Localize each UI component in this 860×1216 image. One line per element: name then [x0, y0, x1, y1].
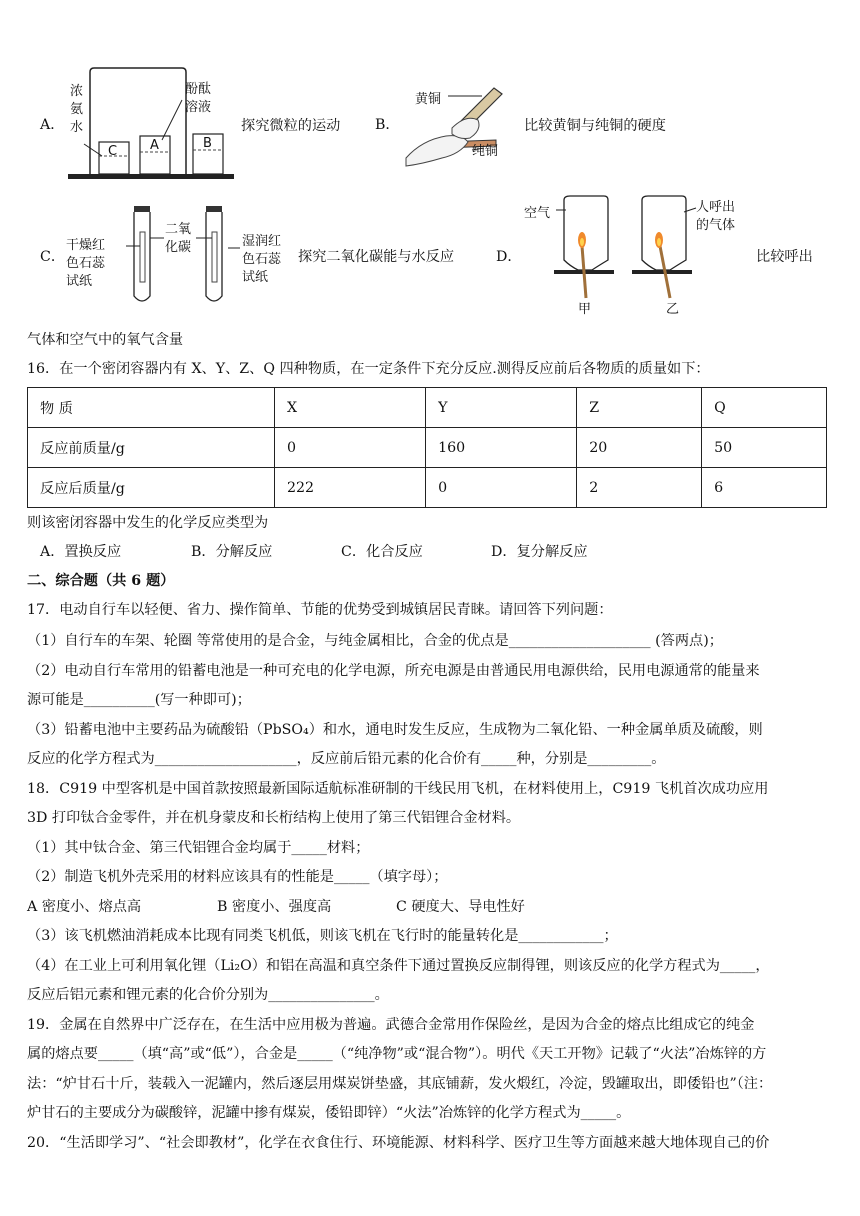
label-wet-litmus-1: 湿润红: [242, 234, 282, 249]
table-cell: 2: [577, 468, 702, 508]
q19-line2: 属的熔点要_____（填“高”或“低”），合金是_____（“纯净物”或“混合物”）。明代《天工开物》记载了“火法”冶炼锌的方: [27, 1046, 767, 1062]
beaker-b-label: B: [203, 136, 212, 151]
table-cell: 0: [275, 428, 426, 468]
q18-part4-line1: （4）在工业上可利用氧化锂（Li₂O）和铝在高温和真空条件下通过置换反应制得锂，则该反应的化学方程式为_____，: [27, 958, 770, 974]
table-cell: 反应前质量/g: [28, 428, 275, 468]
label-yi: 乙: [666, 302, 680, 317]
label-dry-litmus-2: 色石蕊: [66, 256, 106, 271]
q16-question: 则该密闭容器中发生的化学反应类型为: [27, 515, 269, 531]
label-wet-litmus-3: 试纸: [242, 270, 269, 285]
q18-option-a: A 密度小、熔点高: [27, 899, 142, 915]
q18-part4-line2: 反应后铝元素和锂元素的化合价分别为_______________。: [27, 987, 389, 1003]
label-phenolphthalein: 酚酞: [185, 82, 212, 97]
q18-stem-line2: 3D 打印钛合金零件，并在机身蒙皮和长桁结构上使用了第三代铝锂合金材料。: [27, 810, 521, 826]
table-cell: Z: [577, 388, 702, 428]
table-cell: 50: [702, 428, 827, 468]
label-wet-litmus-2: 色石蕊: [242, 252, 282, 267]
q16-option-d: D．复分解反应: [491, 544, 588, 560]
q17-part2-line1: （2）电动自行车常用的铅蓄电池是一种可充电的化学电源，所充电源是由普通民用电源供给，民用电源通常的能量来: [27, 663, 760, 679]
q18-stem-line1: 18．C919 中型客机是中国首款按照最新国际适航标准研制的干线民用飞机，在材料使用上，C919 飞机首次成功应用: [27, 781, 769, 797]
q19-line4: 炉甘石的主要成分为碳酸锌，泥罐中掺有煤炭，倭铅即锌）“火法”冶炼锌的化学方程式为_____。: [27, 1105, 631, 1121]
q18-option-c: C 硬度大、导电性好: [396, 899, 525, 915]
q17-part3-line1: （3）铅蓄电池中主要药品为硫酸铅（PbSO₄）和水，通电时发生反应，生成物为二氧化铅、一种金属单质及硫酸，则: [27, 722, 763, 738]
label-dry-litmus-3: 试纸: [66, 274, 93, 289]
mass-table: [27, 387, 827, 508]
hardness-scratch-diagram: [402, 84, 520, 170]
q20-line1: 20．“生活即学习”、“社会即教材”，化学在衣食住行、环境能源、材料科学、医疗卫生等方面越来越大地体现自己的价: [27, 1135, 770, 1151]
q16-option-a: A．置换反应: [40, 544, 122, 560]
label-dry-litmus-1: 干燥红: [66, 238, 106, 253]
option-d-caption-part1: 比较呼出: [756, 249, 813, 265]
option-b-letter: B．: [375, 117, 400, 133]
option-c-letter: C．: [40, 249, 66, 265]
q17-part3-line2: 反应的化学方程式为____________________，反应前后铅元素的化合价有_____种，分别是_________。: [27, 751, 666, 767]
table-cell: 物 质: [28, 388, 275, 428]
label-solution: 溶液: [185, 100, 212, 115]
table-cell: 6: [702, 468, 827, 508]
q18-part2: （2）制造飞机外壳采用的材料应该具有的性能是_____（填字母）；: [27, 869, 448, 885]
q17-stem: 17．电动自行车以轻便、省力、操作简单、节能的优势受到城镇居民青睐。请回答下列问题：: [27, 602, 613, 618]
table-row: [28, 468, 827, 508]
table-cell: 0: [426, 468, 577, 508]
label-concentrated: 浓: [70, 84, 84, 99]
table-row: [28, 428, 827, 468]
table-cell: 反应后质量/g: [28, 468, 275, 508]
option-c-caption: 探究二氧化碳能与水反应: [298, 249, 455, 265]
label-pure-copper: 纯铜: [472, 144, 499, 159]
beaker-a-label: A: [150, 138, 159, 153]
label-co2-1: 二氧: [165, 222, 192, 237]
label-co2-2: 化碳: [165, 240, 192, 255]
table-header-row: [28, 388, 827, 428]
label-jia: 甲: [578, 302, 592, 317]
q18-option-b: B 密度小、强度高: [217, 899, 332, 915]
table-cell: 20: [577, 428, 702, 468]
q17-part2-line2: 源可能是__________(写一种即可)；: [27, 692, 251, 708]
q19-line1: 19．金属在自然界中广泛存在，在生活中应用极为普遍。武德合金常用作保险丝，是因为合金的熔点比组成它的纯金: [27, 1017, 755, 1033]
q16-option-b: B．分解反应: [191, 544, 273, 560]
label-ammonia: 氨: [70, 102, 84, 117]
table-cell: X: [275, 388, 426, 428]
option-d-letter: D．: [496, 249, 522, 265]
q18-part1: （1）其中钛合金、第三代铝锂合金均属于_____材料；: [27, 840, 370, 856]
q18-part3: （3）该飞机燃油消耗成本比现有同类飞机低，则该飞机在飞行时的能量转化是____________；: [27, 928, 618, 944]
section-heading: 二、综合题（共 6 题）: [27, 573, 175, 589]
beaker-c-label: C: [108, 144, 118, 159]
diffusion-experiment-diagram: [66, 66, 236, 184]
option-a-caption: 探究微粒的运动: [241, 118, 341, 134]
label-exhaled-1: 人呼出: [696, 200, 736, 215]
q16-stem: 16．在一个密闭容器内有 X、Y、Z、Q 四种物质，在一定条件下充分反应.测得反应前后各物质的质量如下：: [27, 361, 710, 377]
table-cell: Q: [702, 388, 827, 428]
oxygen-content-candle-diagram: [520, 194, 750, 322]
label-exhaled-2: 的气体: [696, 218, 736, 233]
q16-option-c: C．化合反应: [341, 544, 423, 560]
option-d-caption-part2: 气体和空气中的氧气含量: [27, 332, 184, 348]
co2-litmus-diagram: [66, 204, 296, 308]
option-a-letter: A．: [40, 117, 65, 133]
label-air: 空气: [524, 206, 551, 221]
table-cell: 160: [426, 428, 577, 468]
label-brass: 黄铜: [415, 92, 442, 107]
q17-part1: （1）自行车的车架、轮圈 等常使用的是合金，与纯金属相比，合金的优点是____________________ (答两点)；: [27, 633, 723, 649]
q19-line3: 法：“炉甘石十斤，装载入一泥罐内，然后逐层用煤炭饼垫盛，其底铺薪，发火煅红，冷淀，毁罐取出，即倭铅也”（注：: [27, 1076, 773, 1092]
option-b-caption: 比较黄铜与纯铜的硬度: [524, 118, 666, 134]
table-cell: 222: [275, 468, 426, 508]
table-cell: Y: [426, 388, 577, 428]
label-water: 水: [70, 120, 84, 135]
